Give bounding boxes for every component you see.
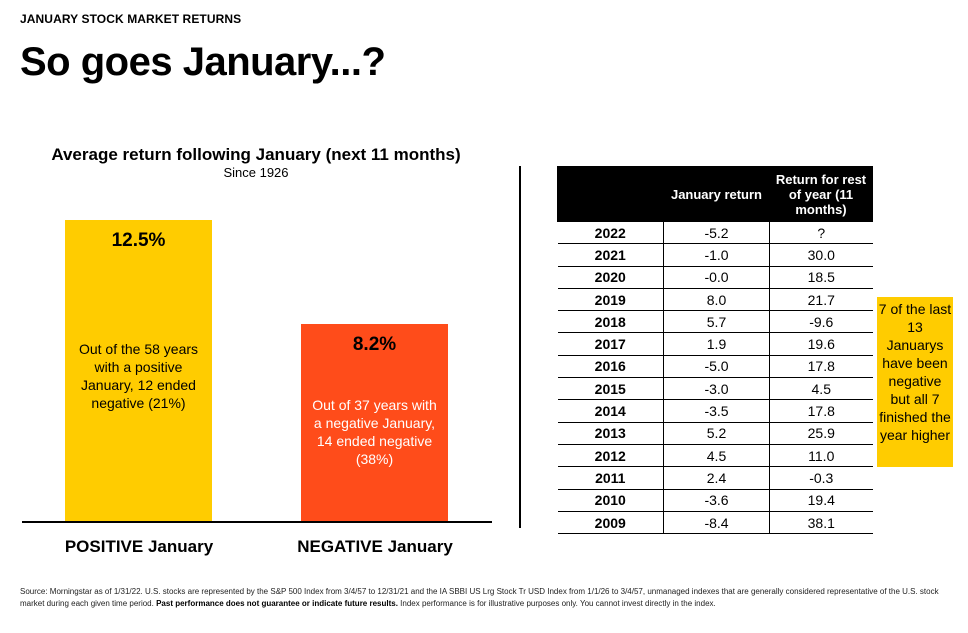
table-cell-year: 2009 — [558, 511, 664, 533]
table-cell-rest: 30.0 — [770, 244, 873, 266]
table-cell-year: 2016 — [558, 355, 664, 377]
table-header-january-return: January return — [664, 167, 770, 222]
table-cell-rest: 38.1 — [770, 511, 873, 533]
table-row — [558, 333, 873, 355]
table-row — [558, 311, 873, 333]
section-divider — [519, 166, 521, 528]
table-cell-rest: 18.5 — [770, 266, 873, 288]
table-row — [558, 400, 873, 422]
footer-disclaimer: Past performance does not guarantee or indicate future results. — [156, 599, 398, 608]
table-cell-year: 2021 — [558, 244, 664, 266]
callout-box: 7 of the last 13 Januarys have been negative but all 7 finished the year higher — [877, 297, 953, 467]
table-row — [558, 222, 873, 244]
footer-note: Index performance is for illustrative purposes only. You cannot invest directly in the index. — [400, 599, 716, 608]
table-cell-jan: -1.0 — [664, 244, 770, 266]
footer-source-text: Source: Morningstar as of 1/31/22. U.S. stocks are represented by the S&P 500 Index from 3/4/57 to 12/31/21 and the IA SBBI US Lrg Stock Tr USD Index from 1/1/26 to 3/4/57, unmanaged indexes that are generally considered representative of the U.S. stock market during each given time period. — [20, 587, 939, 608]
table-cell-rest: 17.8 — [770, 400, 873, 422]
table-body — [558, 222, 873, 534]
table-cell-jan: -3.6 — [664, 489, 770, 511]
table-cell-jan: -0.0 — [664, 266, 770, 288]
table-row — [558, 511, 873, 533]
table-cell-rest: 11.0 — [770, 444, 873, 466]
table-header-rest-of-year: Return for rest of year (11 months) — [770, 167, 873, 222]
table-cell-jan: -3.0 — [664, 378, 770, 400]
table-cell-year: 2011 — [558, 467, 664, 489]
table-row — [558, 355, 873, 377]
table-cell-jan: 5.7 — [664, 311, 770, 333]
table-cell-jan: 2.4 — [664, 467, 770, 489]
table-cell-rest: -0.3 — [770, 467, 873, 489]
table-row — [558, 467, 873, 489]
footer-source — [20, 586, 950, 610]
bar-note-positive: Out of the 58 years with a positive January, 12 ended negative (21%) — [78, 341, 199, 411]
table-cell-year: 2015 — [558, 378, 664, 400]
table-cell-year: 2018 — [558, 311, 664, 333]
table-row — [558, 489, 873, 511]
table-cell-jan: 1.9 — [664, 333, 770, 355]
table-cell-rest: 17.8 — [770, 355, 873, 377]
table-cell-rest: ? — [770, 222, 873, 244]
table-cell-jan: -5.2 — [664, 222, 770, 244]
table-cell-jan: -8.4 — [664, 511, 770, 533]
table-cell-year: 2022 — [558, 222, 664, 244]
table-cell-year: 2013 — [558, 422, 664, 444]
eyebrow-label: JANUARY STOCK MARKET RETURNS — [20, 12, 242, 26]
chart-subtitle: Since 1926 — [223, 165, 289, 180]
table-cell-rest: 21.7 — [770, 288, 873, 310]
table-row — [558, 444, 873, 466]
table-row — [558, 244, 873, 266]
chart-title: Average return following January (next 11 months) — [51, 145, 461, 164]
table-cell-year: 2012 — [558, 444, 664, 466]
chart-baseline — [22, 521, 492, 523]
table-cell-year: 2014 — [558, 400, 664, 422]
bar-positive-january — [65, 220, 212, 521]
table-cell-jan: 4.5 — [664, 444, 770, 466]
table-cell-year: 2020 — [558, 266, 664, 288]
table-cell-year: 2019 — [558, 288, 664, 310]
table-cell-jan: -5.0 — [664, 355, 770, 377]
table-row — [558, 378, 873, 400]
bar-value-positive: 12.5% — [111, 230, 166, 251]
table-cell-rest: 4.5 — [770, 378, 873, 400]
table-cell-year: 2010 — [558, 489, 664, 511]
table-cell-jan: 8.0 — [664, 288, 770, 310]
returns-table — [557, 166, 873, 534]
table-row — [558, 288, 873, 310]
table-cell-rest: -9.6 — [770, 311, 873, 333]
table-cell-rest: 25.9 — [770, 422, 873, 444]
table-cell-rest: 19.4 — [770, 489, 873, 511]
bar-note-negative: Out of 37 years with a negative January, 14 ended negative (38%) — [312, 396, 437, 467]
table-row — [558, 266, 873, 288]
table-cell-rest: 19.6 — [770, 333, 873, 355]
category-label-negative: NEGATIVE January — [297, 537, 453, 556]
table-header-year — [558, 167, 664, 222]
category-label-positive: POSITIVE January — [64, 537, 214, 556]
table-header-row — [558, 167, 873, 222]
table-cell-year: 2017 — [558, 333, 664, 355]
table-cell-jan: 5.2 — [664, 422, 770, 444]
table-cell-jan: -3.5 — [664, 400, 770, 422]
page-title: So goes January...? — [20, 40, 386, 84]
bar-negative-january — [301, 324, 448, 521]
table-row — [558, 422, 873, 444]
bar-value-negative: 8.2% — [352, 333, 397, 355]
